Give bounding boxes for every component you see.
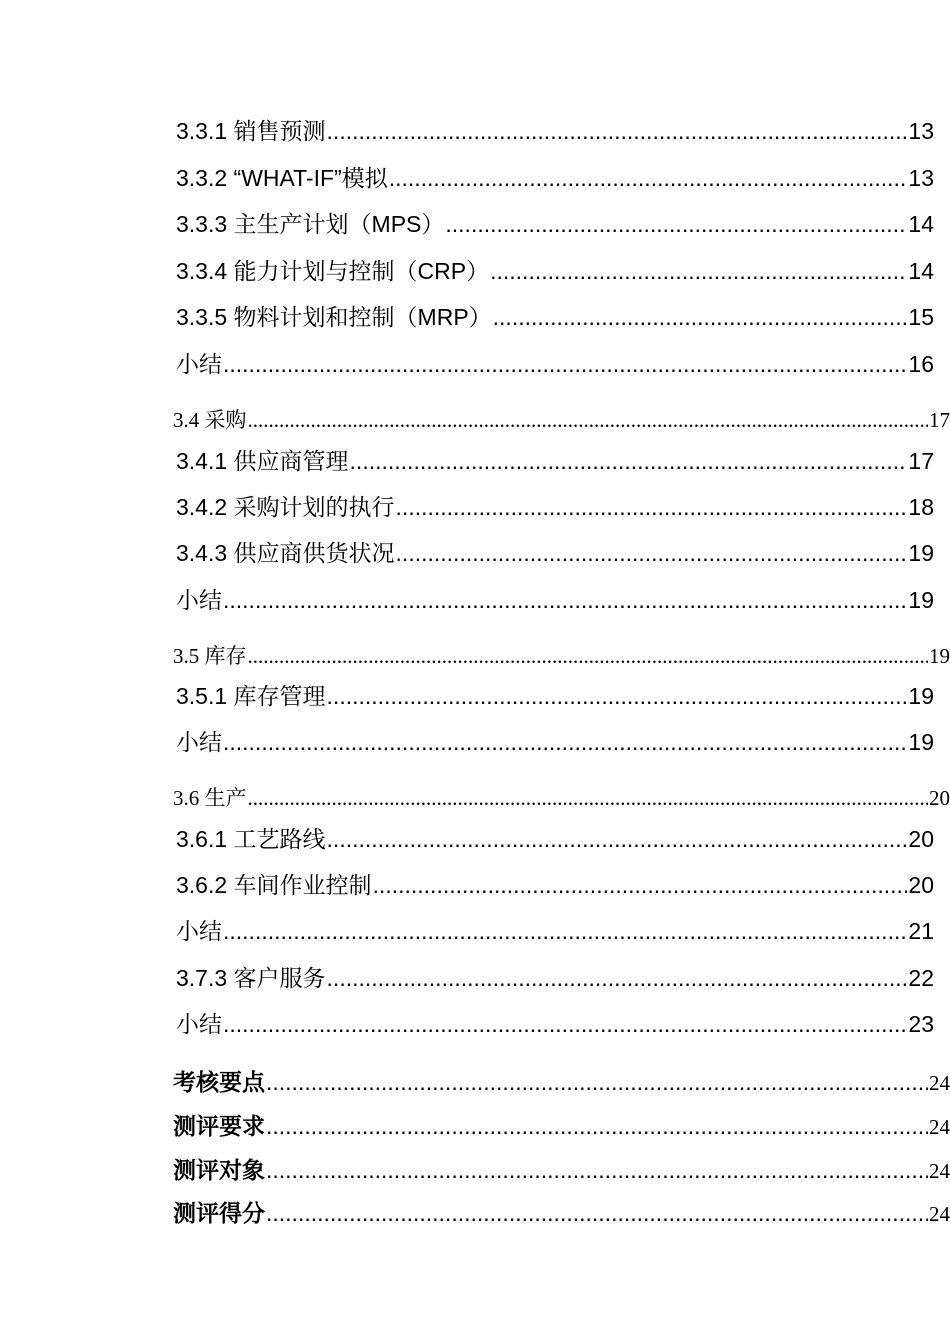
toc-entry-evaluation-score[interactable] [173, 1198, 950, 1228]
toc-entry-3-7-3[interactable] [176, 963, 934, 993]
toc-entry-page: 19 [908, 729, 934, 755]
dot-leader [248, 642, 929, 670]
toc-entry-label: 3.3.4 能力计划与控制（CRP） [176, 258, 490, 284]
toc-entry-page: 24 [929, 1159, 950, 1183]
dot-leader [327, 963, 908, 993]
dot-leader [223, 349, 907, 379]
toc-entry-label: 测评要求 [173, 1113, 265, 1139]
dot-leader [223, 916, 907, 946]
toc-entry-page: 17 [908, 448, 934, 474]
toc-entry-label: 3.3.1 销售预测 [176, 118, 326, 144]
toc-entry-page: 19 [908, 683, 934, 709]
toc-entry-3-4-1[interactable] [176, 446, 934, 476]
dot-leader [327, 681, 908, 711]
toc-entry-page: 24 [929, 1071, 950, 1095]
toc-entry-page: 22 [908, 965, 934, 991]
toc-entry-3-3-1[interactable] [176, 116, 934, 146]
toc-entry-page: 19 [908, 540, 934, 566]
toc-entry-label: 3.4.2 采购计划的执行 [176, 494, 395, 520]
toc-entry-label: 3.5.1 库存管理 [176, 683, 326, 709]
dot-leader [396, 538, 908, 568]
dot-leader [223, 585, 907, 615]
toc-entry-label: 3.5 库存 [173, 644, 247, 668]
toc-entry-label: 小结 [176, 351, 222, 377]
toc-entry-label: 小结 [176, 918, 222, 944]
toc-entry-label: 3.3.2 “WHAT-IF”模拟 [176, 165, 388, 191]
toc-entry-summary-3-7[interactable] [176, 1009, 934, 1039]
toc-entry-label: 3.4 采购 [173, 408, 247, 432]
toc-entry-page: 13 [908, 118, 934, 144]
toc-entry-summary-3-3[interactable] [176, 349, 934, 379]
dot-leader [396, 492, 908, 522]
toc-entry-label: 小结 [176, 1011, 222, 1037]
toc-entry-3-3-5[interactable] [176, 302, 934, 332]
toc-entry-page: 24 [929, 1115, 950, 1139]
toc-entry-page: 13 [908, 165, 934, 191]
dot-leader [266, 1155, 928, 1185]
toc-entry-summary-3-6[interactable] [176, 916, 934, 946]
toc-entry-summary-3-5[interactable] [176, 727, 934, 757]
toc-entry-page: 24 [929, 1202, 950, 1226]
dot-leader [223, 727, 907, 757]
toc-entry-label: 3.6.2 车间作业控制 [176, 872, 372, 898]
toc-entry-3-3-2[interactable] [176, 163, 934, 193]
toc-entry-3-5[interactable] [173, 642, 950, 670]
toc-entry-page: 20 [908, 872, 934, 898]
dot-leader [266, 1111, 928, 1141]
toc-entry-label: 3.3.3 主生产计划（MPS） [176, 211, 445, 237]
toc-entry-assessment-points[interactable] [173, 1067, 950, 1097]
toc-entry-label: 3.4.1 供应商管理 [176, 448, 349, 474]
toc-entry-page: 19 [908, 587, 934, 613]
dot-leader [327, 824, 908, 854]
toc-entry-page: 14 [908, 211, 934, 237]
toc-entry-3-4-3[interactable] [176, 538, 934, 568]
toc-entry-label: 3.3.5 物料计划和控制（MRP） [176, 304, 492, 330]
dot-leader [248, 784, 929, 812]
toc-entry-evaluation-objects[interactable] [173, 1155, 950, 1185]
dot-leader [223, 1009, 907, 1039]
dot-leader [266, 1198, 928, 1228]
toc-entry-page: 21 [908, 918, 934, 944]
toc-entry-page: 23 [908, 1011, 934, 1037]
toc-entry-label: 3.7.3 客户服务 [176, 965, 326, 991]
dot-leader [373, 870, 908, 900]
dot-leader [266, 1067, 928, 1097]
toc-entry-page: 16 [908, 351, 934, 377]
toc-entry-3-6-2[interactable] [176, 870, 934, 900]
toc-entry-label: 小结 [176, 729, 222, 755]
toc-entry-page: 20 [908, 826, 934, 852]
dot-leader [445, 209, 907, 239]
toc-entry-page: 18 [908, 494, 934, 520]
toc-entry-summary-3-4[interactable] [176, 585, 934, 615]
toc-entry-label: 测评对象 [173, 1157, 265, 1183]
toc-entry-3-6[interactable] [173, 784, 950, 812]
toc-entry-page: 19 [929, 644, 950, 668]
toc-entry-3-3-3[interactable] [176, 209, 934, 239]
toc-entry-label: 3.6 生产 [173, 786, 247, 810]
toc-entry-label: 3.6.1 工艺路线 [176, 826, 326, 852]
toc-entry-label: 小结 [176, 587, 222, 613]
toc-entry-page: 17 [929, 408, 950, 432]
toc-entry-3-4[interactable] [173, 406, 950, 434]
toc-entry-page: 15 [908, 304, 934, 330]
toc-entry-page: 20 [929, 786, 950, 810]
toc-entry-3-3-4[interactable] [176, 256, 934, 286]
toc-entry-page: 14 [908, 258, 934, 284]
dot-leader [493, 302, 908, 332]
toc-entry-3-5-1[interactable] [176, 681, 934, 711]
toc-entry-evaluation-requirements[interactable] [173, 1111, 950, 1141]
dot-leader [248, 406, 929, 434]
toc-entry-label: 测评得分 [173, 1200, 265, 1226]
dot-leader [389, 163, 908, 193]
dot-leader [490, 256, 907, 286]
toc-entry-3-4-2[interactable] [176, 492, 934, 522]
toc-entry-3-6-1[interactable] [176, 824, 934, 854]
dot-leader [350, 446, 908, 476]
toc-entry-label: 考核要点 [173, 1069, 265, 1095]
toc-entry-label: 3.4.3 供应商供货状况 [176, 540, 395, 566]
dot-leader [327, 116, 908, 146]
